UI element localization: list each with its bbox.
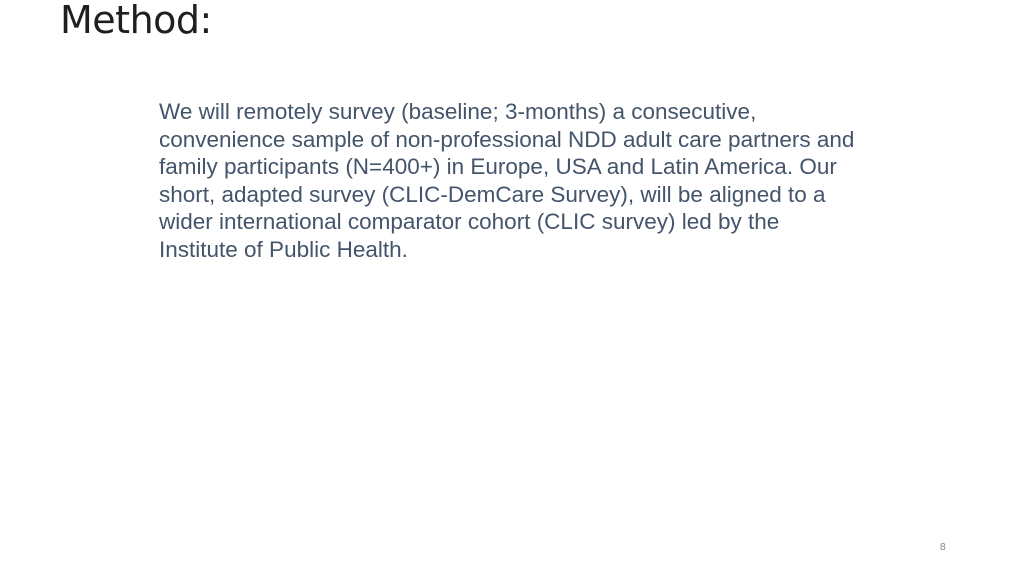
slide-title: Method: [60,0,212,42]
slide-body-text: We will remotely survey (baseline; 3-months) a consecutive, convenience sample of non-professional NDD adult care partners and family participants (N=400+) in Europe, USA and Latin America. Our short, adapted survey (CLIC-DemCare Survey), will be aligned to a wider international comparator cohort (CLIC survey) led by the Institute of Public Health. [159,99,855,262]
page-number: 8 [939,542,946,553]
